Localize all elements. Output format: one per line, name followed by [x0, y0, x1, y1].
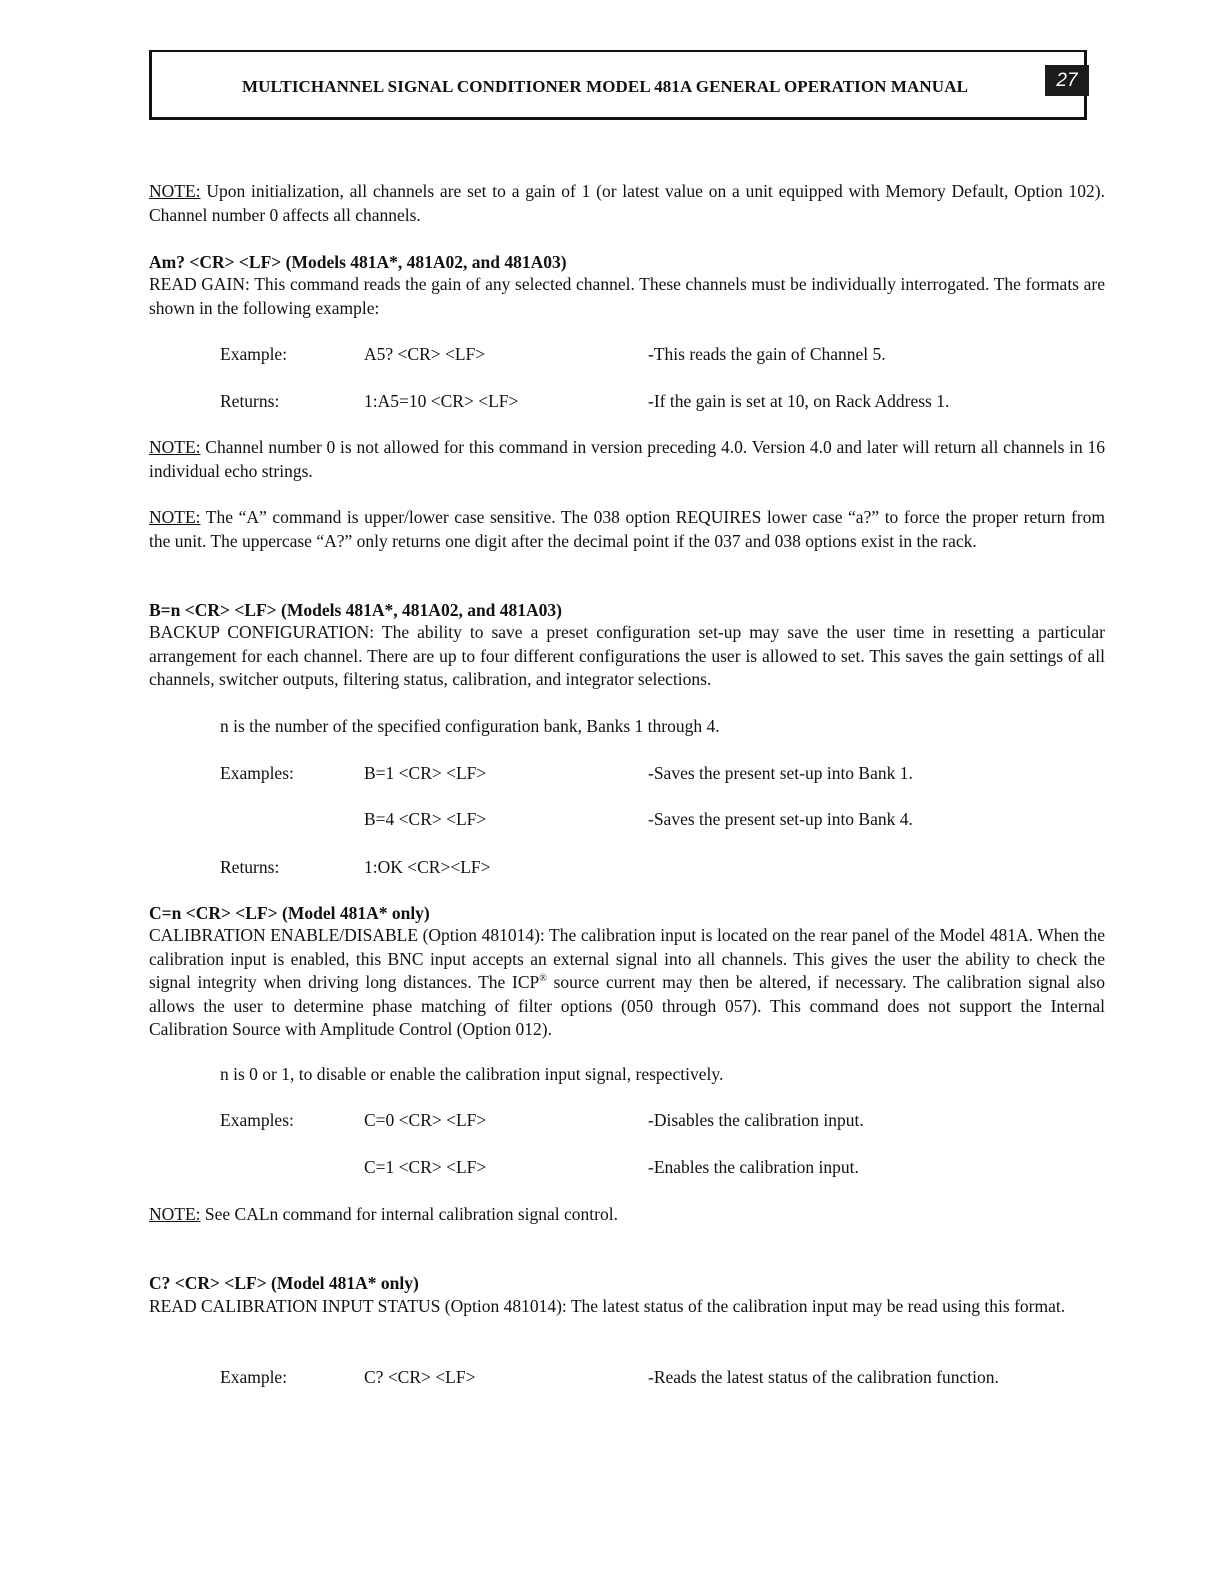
note-label: NOTE: — [149, 507, 201, 527]
registered-mark: ® — [539, 973, 547, 985]
b-example2-description: -Saves the present set-up into Bank 4. — [648, 809, 913, 829]
am-returns-label: Returns: — [220, 391, 280, 411]
cq-description: READ CALIBRATION INPUT STATUS (Option 481014): The latest status of the calibration input may be read using this format. — [149, 1296, 1066, 1316]
b-returns-value: 1:OK <CR><LF> — [364, 857, 491, 877]
note-case-sensitive — [149, 506, 1105, 553]
c-description: CALIBRATION ENABLE/DISABLE (Option 481014): The calibration input is located on the rear panel of the Model 481A. When the calibration input is enabled, this BNC input accepts an external signal into all channels. This gives the user the ability to check the signal integrity when driving long distances. The ICP® source current may then be altered, if necessary. The calibration signal also allows the user to determine phase matching of filter options (050 through 057). This command does not support the Internal Calibration Source with Amplitude Control (Option 012). — [149, 925, 1105, 1039]
note-text: See CALn command for internal calibration signal control. — [200, 1204, 618, 1224]
page-number: 27 — [1045, 65, 1089, 96]
am-command-heading: Am? <CR> <LF> (Models 481A*, 481A02, and 481A03) — [149, 252, 567, 272]
page-header — [149, 50, 1087, 120]
c-example1-description: -Disables the calibration input. — [648, 1110, 864, 1130]
note-channel-zero — [149, 436, 1105, 483]
note-label: NOTE: — [149, 437, 201, 457]
cq-example-label: Example: — [220, 1367, 288, 1387]
note-text: Upon initialization, all channels are set to a gain of 1 (or latest value on a unit equipped with Memory Default, Option 102). Channel number 0 affects all channels. — [149, 181, 1105, 225]
cq-example-command: C? <CR> <LF> — [364, 1367, 476, 1387]
b-example2-command: B=4 <CR> <LF> — [364, 809, 487, 829]
c-examples-label: Examples: — [220, 1110, 294, 1130]
b-example1-description: -Saves the present set-up into Bank 1. — [648, 763, 913, 783]
note-initialization — [149, 180, 1105, 227]
c-example2-description: -Enables the calibration input. — [648, 1157, 859, 1177]
b-examples-label: Examples: — [220, 763, 294, 783]
am-description: READ GAIN: This command reads the gain of any selected channel. These channels must be individually interrogated. The formats are shown in the following example: — [149, 274, 1105, 318]
b-description: BACKUP CONFIGURATION: The ability to save a preset configuration set-up may save the user time in resetting a particular arrangement for each channel. There are up to four different configurations the user is allowed to set. This saves the gain settings of all channels, switcher outputs, filtering status, calibration, and integrator selections. — [149, 622, 1105, 689]
am-returns-description: -If the gain is set at 10, on Rack Address 1. — [648, 391, 950, 411]
b-returns-label: Returns: — [220, 857, 280, 877]
note-text: Channel number 0 is not allowed for this command in version preceding 4.0. Version 4.0 and later will return all channels in 16 individual echo strings. — [149, 437, 1105, 481]
am-example-label: Example: — [220, 344, 288, 364]
note-label: NOTE: — [149, 181, 201, 201]
am-returns-value: 1:A5=10 <CR> <LF> — [364, 391, 519, 411]
c-example2-command: C=1 <CR> <LF> — [364, 1157, 487, 1177]
b-example1-command: B=1 <CR> <LF> — [364, 763, 487, 783]
note-text: The “A” command is upper/lower case sensitive. The 038 option REQUIRES lower case “a?” to force the proper return from the unit. The uppercase “A?” only returns one digit after the decimal point if the 037 and 038 options exist in the rack. — [149, 507, 1105, 551]
b-n-description: n is the number of the specified configuration bank, Banks 1 through 4. — [220, 716, 720, 736]
manual-title: MULTICHANNEL SIGNAL CONDITIONER MODEL 481A GENERAL OPERATION MANUAL — [242, 77, 969, 96]
am-example-command: A5? <CR> <LF> — [364, 344, 486, 364]
c-command-heading: C=n <CR> <LF> (Model 481A* only) — [149, 903, 430, 923]
cq-command-heading: C? <CR> <LF> (Model 481A* only) — [149, 1273, 419, 1293]
c-n-description: n is 0 or 1, to disable or enable the calibration input signal, respectively. — [220, 1064, 724, 1084]
am-example-description: -This reads the gain of Channel 5. — [648, 344, 886, 364]
cq-example-description: -Reads the latest status of the calibration function. — [648, 1367, 999, 1387]
note-caln — [149, 1203, 1105, 1227]
c-example1-command: C=0 <CR> <LF> — [364, 1110, 487, 1130]
note-label: NOTE: — [149, 1204, 201, 1224]
b-command-heading: B=n <CR> <LF> (Models 481A*, 481A02, and 481A03) — [149, 600, 563, 620]
